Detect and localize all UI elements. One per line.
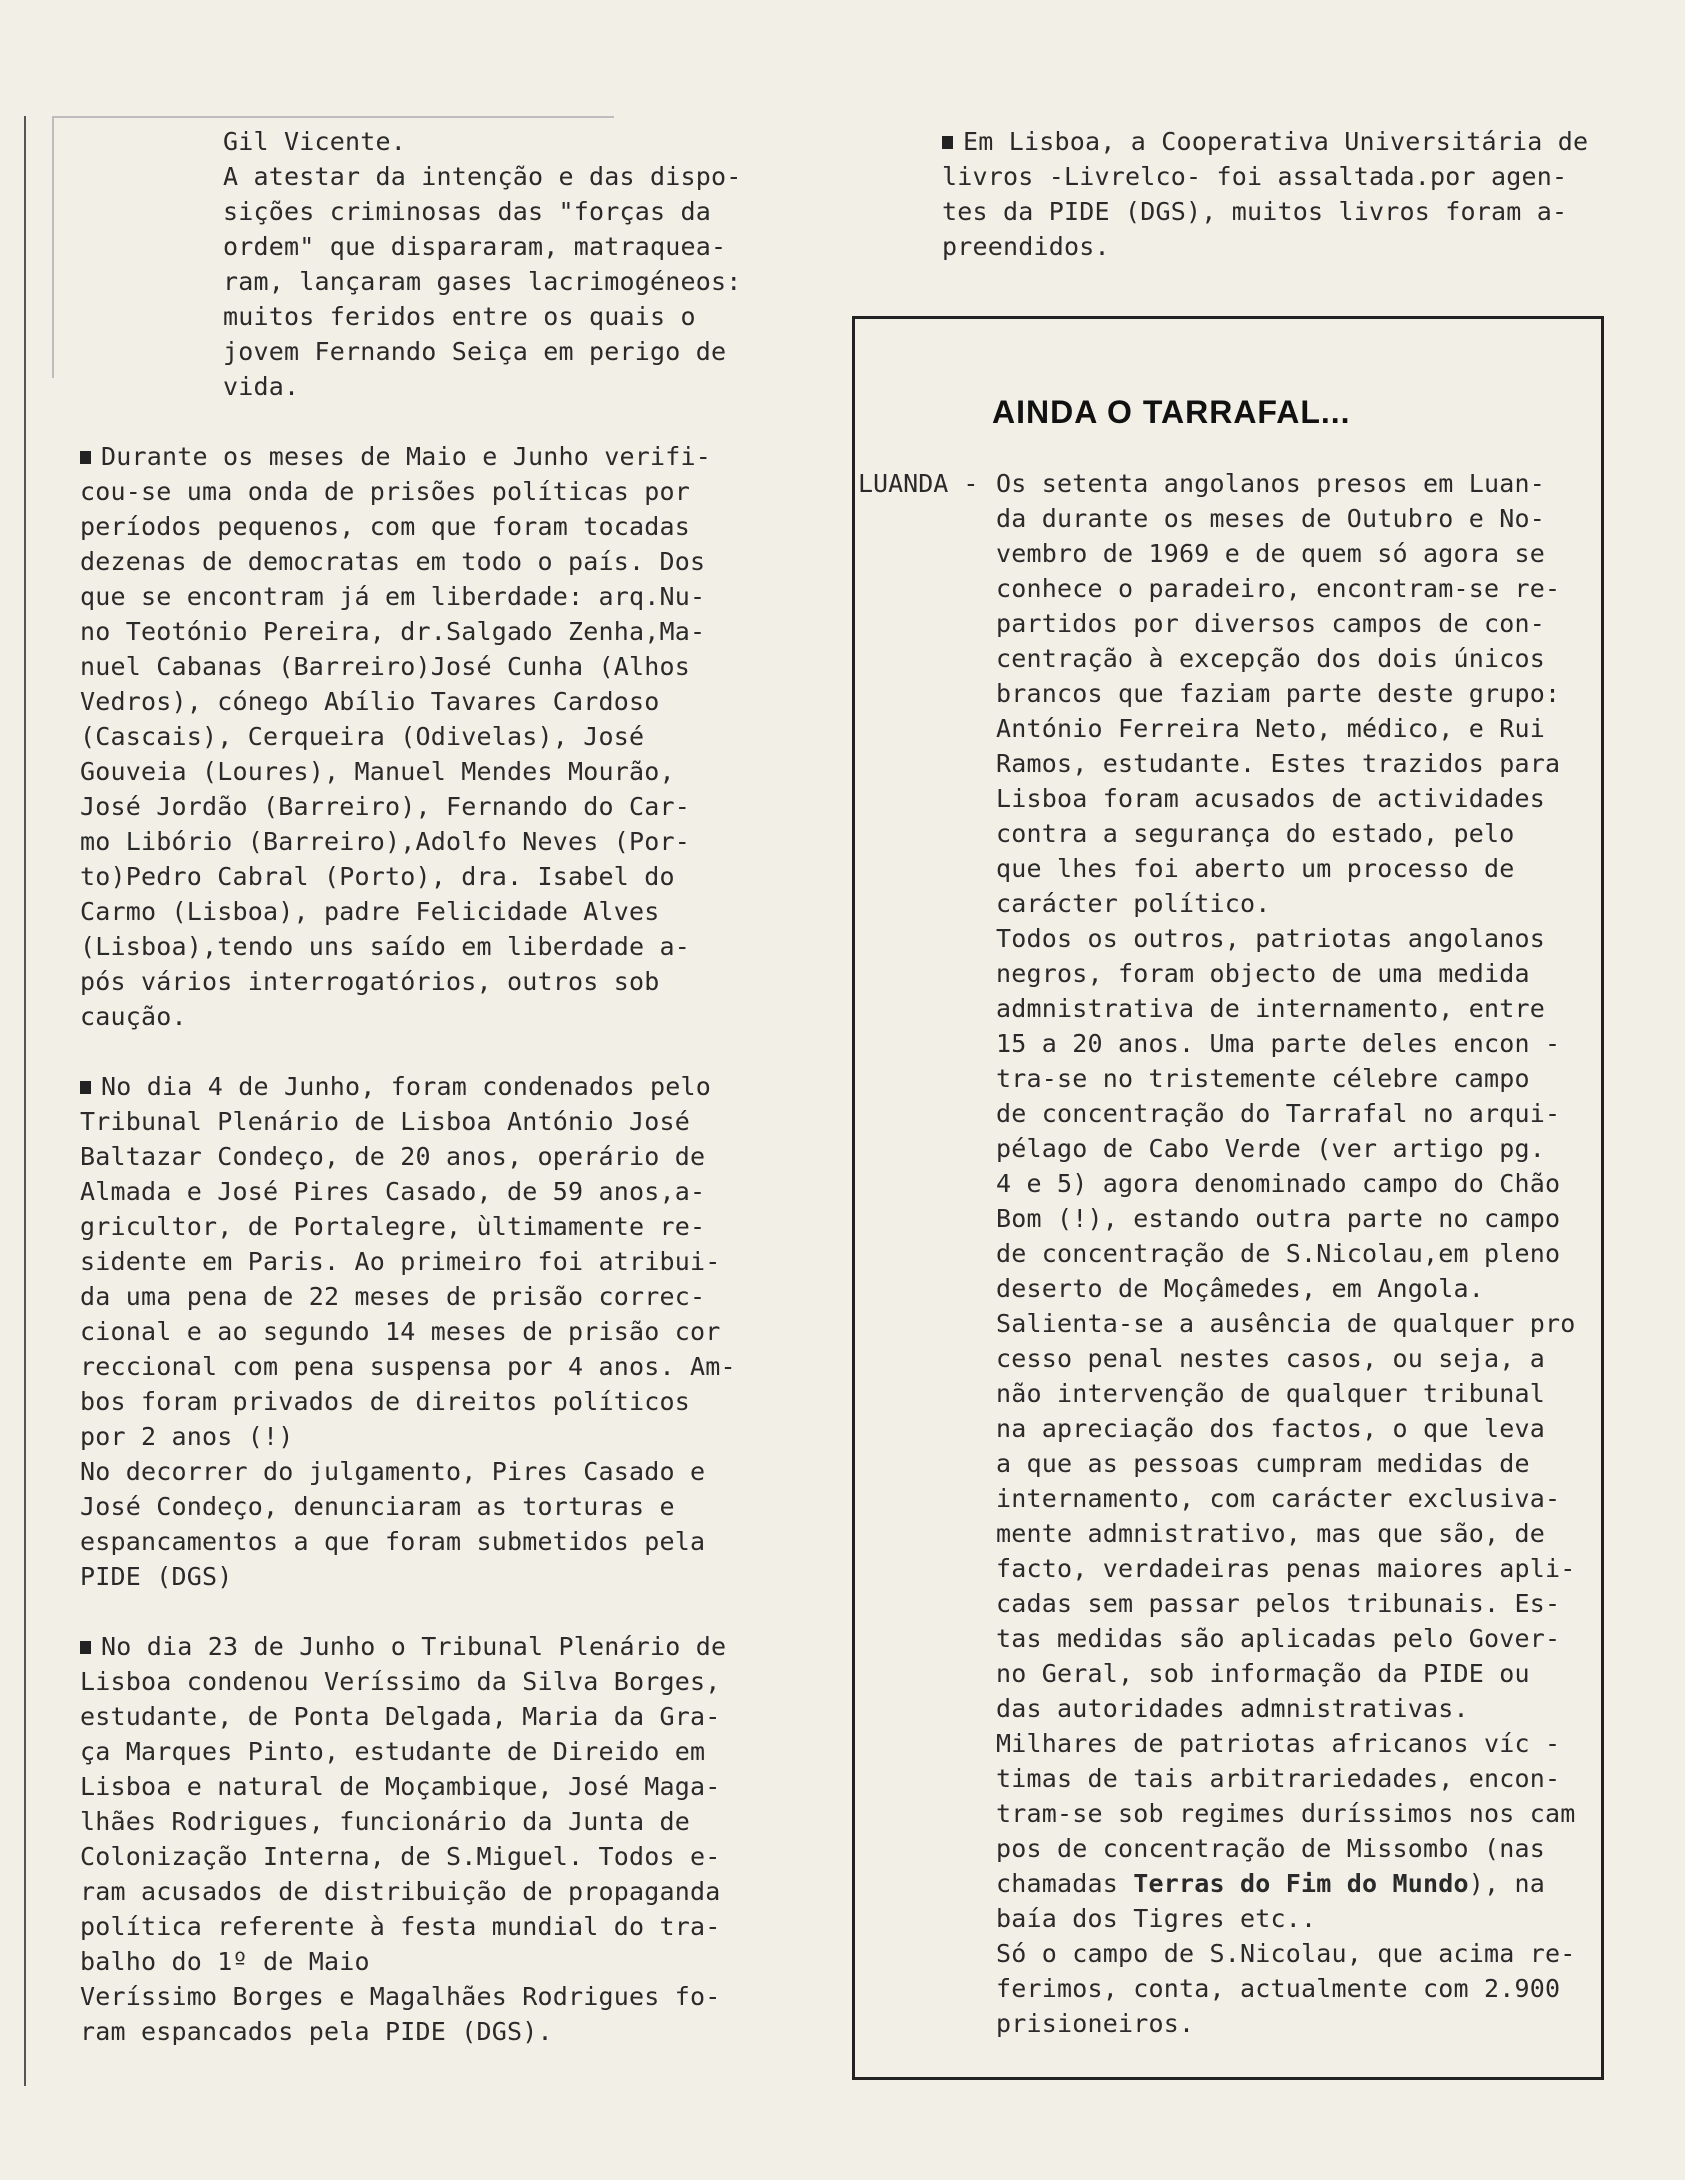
news-item-borges [80, 1629, 760, 2049]
bullet-icon [80, 1641, 91, 1654]
box-article-text [996, 466, 1596, 2041]
news-item-text: Em Lisboa, a Cooperativa Universitária de livros -Livrelco- foi assaltada.por agen- tes da PIDE (DGS), muitos livros foram a- preendidos. [942, 127, 1589, 261]
news-item-text: Durante os meses de Maio e Junho verifi- cou-se uma onda de prisões políticas por períodos pequenos, com que foram tocadas dezenas de democratas em todo o país. Dos que se encontram já em liberdade: arq.Nu- no Teotónio Pereira, dr.Salgado Zenha,Ma- nuel Cabanas (Barreiro)José Cunha (Alhos Vedros), cónego Abílio Tavares Cardoso (Cascais), Cerqueira (Odivelas), José Gouveia (Loures), Manuel Mendes Mourão, José Jordão (Barreiro), Fernando do Car- mo Libório (Barreiro),Adolfo Neves (Por- to)Pedro Cabral (Porto), dra. Isabel do Carmo (Lisboa), padre Felicidade Alves (Lisboa),tendo uns saído em liberdade a- pós vários interrogatórios, outros sob caução. [80, 442, 712, 1031]
box-article [996, 466, 1596, 2041]
article-text-part2: ), na baía dos Tigres etc.. Só o campo de S.Nicolau, que acima re- ferimos, conta, actualmente com 2.900 prisioneiros. [996, 1869, 1576, 2038]
article-text-part1: Os setenta angolanos presos em Luan- da durante os meses de Outubro e No- vembro de 1969 e de quem só agora se conhece o paradeiro, encontram-se re- partidos por diversos campos de con- centração à excepção dos dois únicos brancos que faziam parte deste grupo: António Ferreira Neto, médico, e Rui Ramos, estudante. Estes trazidos para Lisboa foram acusados de actividades contra a segurança do estado, pelo que lhes foi aberto um processo de carácter político. Todos os outros, patriotas angolanos negros, foram objecto de uma medida admnistrativa de internamento, entre 15 a 20 anos. Uma parte deles encon - tra-se no tristemente célebre campo de concentração do Tarrafal no arqui- pélago de Cabo Verde (ver artigo pg. 4 e 5) agora denominado campo do Chão Bom (!), estando outra parte no campo de concentração de S.Nicolau,em pleno deserto de Moçâmedes, em Angola. Salienta-se a ausência de qualquer pro cesso penal nestes casos, ou seja, a não intervenção de qualquer tribunal na apreciação dos factos, o que leva a que as pessoas cumpram medidas de internamento, com carácter exclusiva- mente admnistrativo, mas que são, de facto, verdadeiras penas maiores apli- cadas sem passar pelos tribunais. Es- tas medidas são aplicadas pelo Gover- no Geral, sob informação da PIDE ou das autoridades admnistrativas. Milhares de patriotas africanos víc - timas de tais arbitrariedades, encon- tram-se sob regimes duríssimos nos cam pos de concentração de Missombo (nas chamadas [996, 469, 1576, 1898]
news-item-prisons [80, 439, 760, 1034]
bullet-icon [942, 136, 953, 149]
news-item-condeco [80, 1069, 760, 1594]
bullet-icon [80, 1081, 91, 1094]
article-emphasis: Terras do Fim do Mundo [1133, 1869, 1469, 1898]
right-top-item [942, 124, 1642, 264]
left-column [80, 124, 760, 2049]
news-item-text: No dia 4 de Junho, foram condenados pelo Tribunal Plenário de Lisboa António José Baltazar Condeço, de 20 anos, operário de Almada e José Pires Casado, de 59 anos,a- gricultor, de Portalegre, ùltimamente re- sidente em Paris. Ao primeiro foi atribui- da uma pena de 22 meses de prisão correc- cional e ao segundo 14 meses de prisão cor reccional com pena suspensa por 4 anos. Am- bos foram privados de direitos políticos por 2 anos (!) No decorrer do julgamento, Pires Casado e José Condeço, denunciaram as torturas e espancamentos a que foram submetidos pela PIDE (DGS) [80, 1072, 736, 1591]
margin-rule [24, 116, 26, 2086]
news-item-text: No dia 23 de Junho o Tribunal Plenário de Lisboa condenou Veríssimo da Silva Borges, estudante, de Ponta Delgada, Maria da Gra- ça Marques Pinto, estudante de Direido em Lisboa e natural de Moçambique, José Maga- lhães Rodrigues, funcionário da Junta de Colonização Interna, de S.Miguel. Todos e- ram acusados de distribuição de propaganda política referente à festa mundial do tra- balho do 1º de Maio Veríssimo Borges e Magalhães Rodrigues fo- ram espancados pela PIDE (DGS). [80, 1632, 727, 2046]
news-item-livrelco [942, 124, 1642, 264]
bullet-icon [80, 451, 91, 464]
intro-paragraph: Gil Vicente. A atestar da intenção e das dispo- sições criminosas das "forças da ordem" que dispararam, matraquea- ram, lançaram gases lacrimogéneos: muitos feridos entre os quais o jovem Fernando Seiça em perigo de vida. [223, 127, 742, 401]
dateline: LUANDA - [858, 469, 979, 498]
box-title: AINDA O TARRAFAL... [992, 394, 1351, 430]
